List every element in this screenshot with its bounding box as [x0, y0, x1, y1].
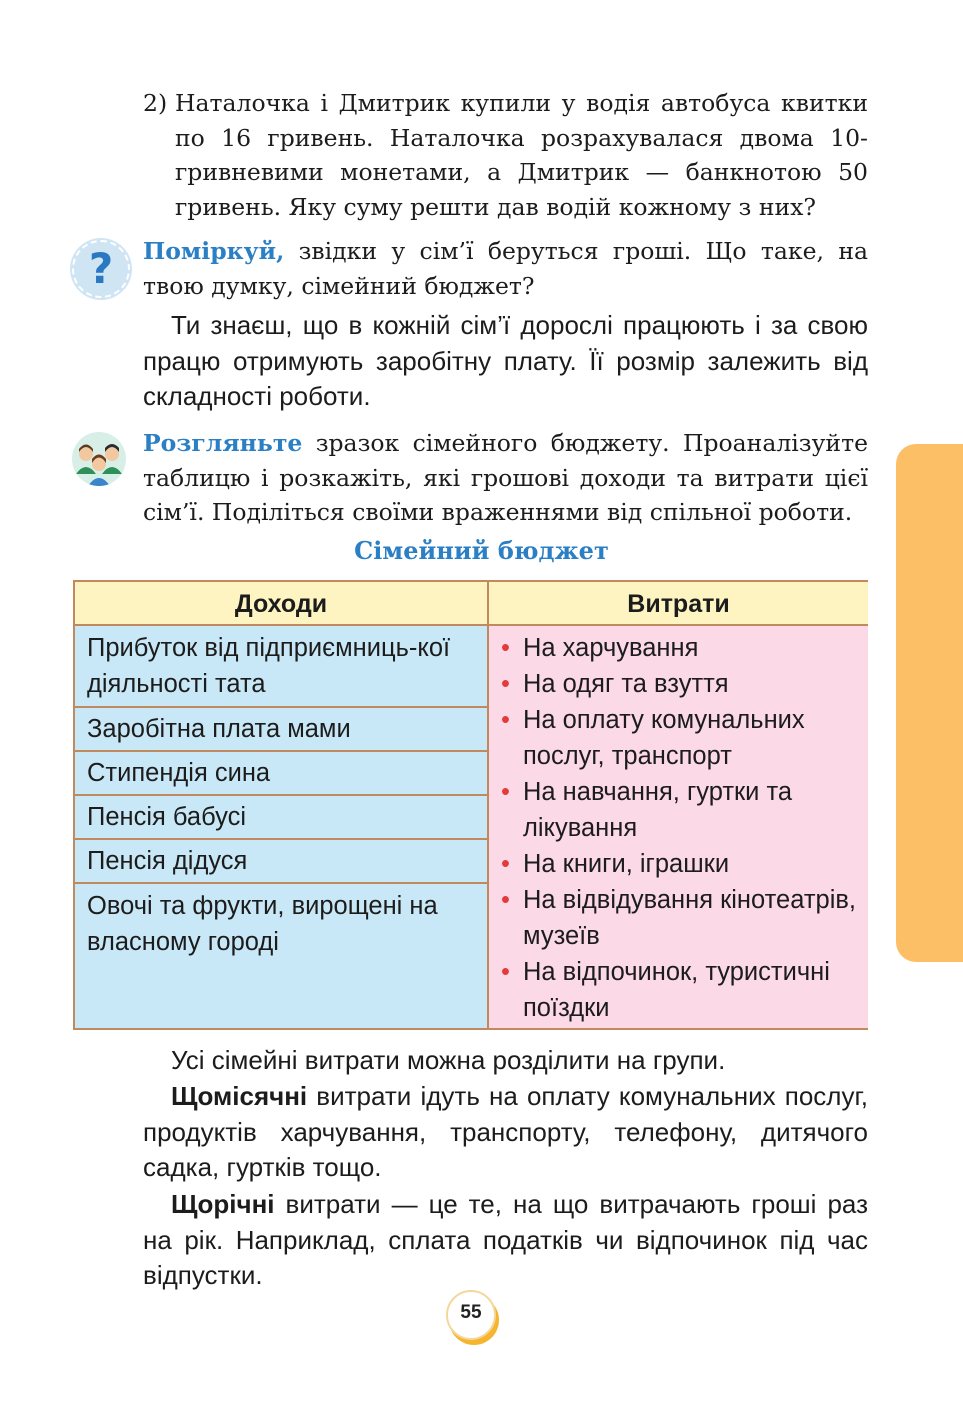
expense-item: [501, 666, 861, 702]
income-row: [75, 840, 487, 884]
think-text: звідки у сім’ї беруться гроші. Що таке, на твою думку, сімейний бюджет?: [143, 237, 868, 300]
consider-text: зразок сімейного бюджету. Проаналізуйте таблицю і розкажіть, які грошові доходи та витрати цієї сім’ї. Поділіться своїми враженнями від спільної роботи.: [143, 429, 868, 526]
groups-paragraph: Усі сімейні витрати можна розділити на групи.: [171, 1045, 726, 1075]
intro-paragraph: Ти знаєш, що в кожній сім’ї дорослі працюють і за свою працю отримують заробітну плату. Її розмір залежить від складності роботи.: [143, 310, 868, 411]
income-item: Пенсія бабусі: [87, 803, 247, 831]
think-highlight: Поміркуй,: [143, 237, 285, 265]
bullet-icon: •: [501, 958, 510, 986]
income-item: Пенсія дідуся: [87, 847, 248, 875]
task-text: Наталочка і Дмитрик купили у водія автобуса квитки по 16 гривень. Наталочка розрахувалася двома 10-гривневими монетами, а Дмитрик — банкнотою 50 гривень. Яку суму решти дав водій кожному з них?: [175, 89, 868, 221]
bullet-icon: •: [501, 886, 510, 914]
expense-header: Витрати: [489, 582, 868, 626]
bullet-icon: •: [501, 706, 510, 734]
table-title: Сімейний бюджет: [354, 536, 609, 565]
income-item: Заробітна плата мами: [87, 715, 351, 743]
task-2: [143, 86, 868, 224]
bullet-icon: •: [501, 778, 510, 806]
question-mark-icon: [72, 240, 130, 298]
bullet-icon: •: [501, 670, 510, 698]
income-item: Овочі та фрукти, вирощені на власному городі: [87, 892, 438, 956]
income-row: [75, 708, 487, 752]
monthly-paragraph: [143, 1079, 868, 1186]
expense-item: [501, 774, 861, 846]
expense-text: На книги, іграшки: [523, 850, 730, 878]
expense-text: На одяг та взуття: [523, 670, 729, 698]
yearly-bold: Щорічні: [171, 1189, 275, 1219]
side-tab: [896, 444, 963, 962]
monthly-bold: Щомісячні: [171, 1081, 308, 1111]
expense-text: На оплату комунальних послуг, транспорт: [523, 706, 805, 770]
bullet-icon: •: [501, 634, 510, 662]
income-item: Стипендія сина: [87, 759, 271, 787]
expense-text: На відпочинок, туристичні поїздки: [523, 958, 830, 1022]
bullet-icon: •: [501, 850, 510, 878]
expense-text: На харчування: [523, 634, 699, 662]
expense-item: [501, 630, 861, 666]
income-header: Доходи: [75, 582, 489, 626]
question-glyph: ?: [88, 244, 114, 293]
monthly-text: витрати ідуть на оплату комунальних послуг, продуктів харчування, транспорту, телефону, дитячого садка, гуртків тощо.: [143, 1081, 868, 1182]
page-number: [446, 1290, 496, 1340]
income-row: [75, 796, 487, 840]
income-row: [75, 884, 487, 1024]
group-illustration: [72, 432, 126, 486]
income-row: [75, 752, 487, 796]
group-of-children-icon: [72, 432, 126, 486]
expense-item: [501, 954, 861, 1026]
yearly-paragraph: [143, 1187, 868, 1294]
income-item: Прибуток від підприємниць-кої діяльності тата: [87, 634, 451, 698]
income-column: [75, 626, 489, 1028]
page-number-text: 55: [460, 1302, 482, 1323]
expense-text: На навчання, гуртки та лікування: [523, 778, 793, 842]
budget-table: [73, 580, 868, 1030]
expense-item: [501, 882, 861, 954]
task-number: 2): [143, 89, 168, 117]
income-row: [75, 626, 487, 708]
expense-item: [501, 702, 861, 774]
expense-column: [489, 626, 868, 1028]
think-paragraph: [143, 234, 868, 303]
consider-highlight: Розгляньте: [143, 429, 303, 457]
yearly-text: витрати — це те, на що витрачають гроші раз на рік. Наприклад, сплата податків чи відпочинок під час відпустки.: [143, 1189, 868, 1290]
consider-paragraph: [143, 426, 868, 530]
expense-item: [501, 846, 861, 882]
expense-text: На відвідування кінотеатрів, музеїв: [523, 886, 856, 950]
expense-list: [501, 630, 861, 1026]
